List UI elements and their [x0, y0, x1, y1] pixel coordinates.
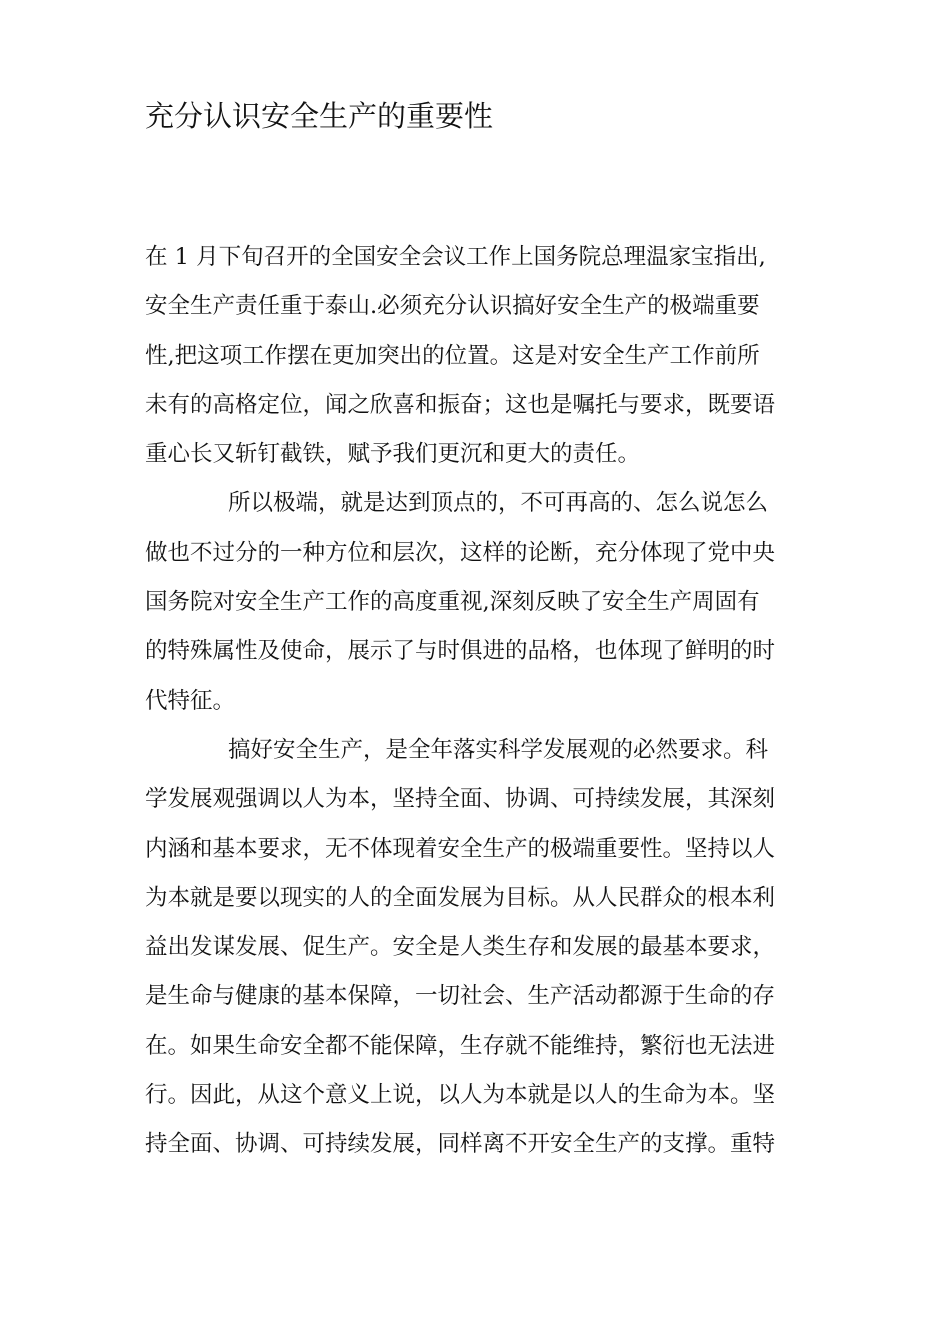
paragraph-line: 持全面、协调、可持续发展，同样离不开安全生产的支撑。重特	[145, 1131, 776, 1158]
paragraph-line: 内涵和基本要求，无不体现着安全生产的极端重要性。坚持以人	[145, 835, 776, 862]
paragraph-line: 在。如果生命安全都不能保障，生存就不能维持，繁衍也无法进	[145, 1032, 776, 1059]
paragraph-2	[145, 479, 825, 725]
document-title: 充分认识安全生产的重要性	[145, 99, 494, 133]
paragraph-line: 代特征。	[145, 687, 236, 714]
paragraph-line: 安全生产责任重于泰山.必须充分认识搞好安全生产的极端重要	[145, 293, 760, 320]
paragraph-line: 做也不过分的一种方位和层次，这样的论断，充分体现了党中央	[145, 539, 776, 566]
paragraph-line: 重心长又斩钉截铁，赋予我们更沉和更大的责任。	[145, 441, 641, 468]
paragraph-1	[145, 233, 825, 479]
paragraph-line: 所以极端，就是达到顶点的，不可再高的、怎么说怎么	[228, 490, 769, 517]
paragraph-line: 国务院对安全生产工作的高度重视,深刻反映了安全生产周固有	[145, 589, 760, 616]
paragraph-line: 行。因此，从这个意义上说，以人为本就是以人的生命为本。坚	[145, 1082, 776, 1109]
paragraph-line: 未有的高格定位，闻之欣喜和振奋；这也是嘱托与要求，既要语	[145, 391, 776, 418]
paragraph-line: 是生命与健康的基本保障，一切社会、生产活动都源于生命的存	[145, 983, 776, 1010]
paragraph-line: 性,把这项工作摆在更加突出的位置。这是对安全生产工作前所	[145, 342, 760, 369]
paragraph-line: 的特殊属性及使命，展示了与时俱进的品格，也体现了鲜明的时	[145, 638, 776, 665]
paragraph-line: 在 1 月下旬召开的全国安全会议工作上国务院总理温家宝指出,	[145, 244, 766, 270]
paragraph-line: 搞好安全生产，是全年落实科学发展观的必然要求。科	[228, 736, 769, 763]
paragraph-line: 为本就是要以现实的人的全面发展为目标。从人民群众的根本利	[145, 884, 776, 911]
paragraph-line: 益出发谋发展、促生产。安全是人类生存和发展的最基本要求，	[145, 934, 776, 961]
paragraph-line: 学发展观强调以人为本，坚持全面、协调、可持续发展，其深刻	[145, 786, 776, 813]
paragraph-3	[145, 726, 825, 1170]
document-body	[145, 233, 825, 1170]
